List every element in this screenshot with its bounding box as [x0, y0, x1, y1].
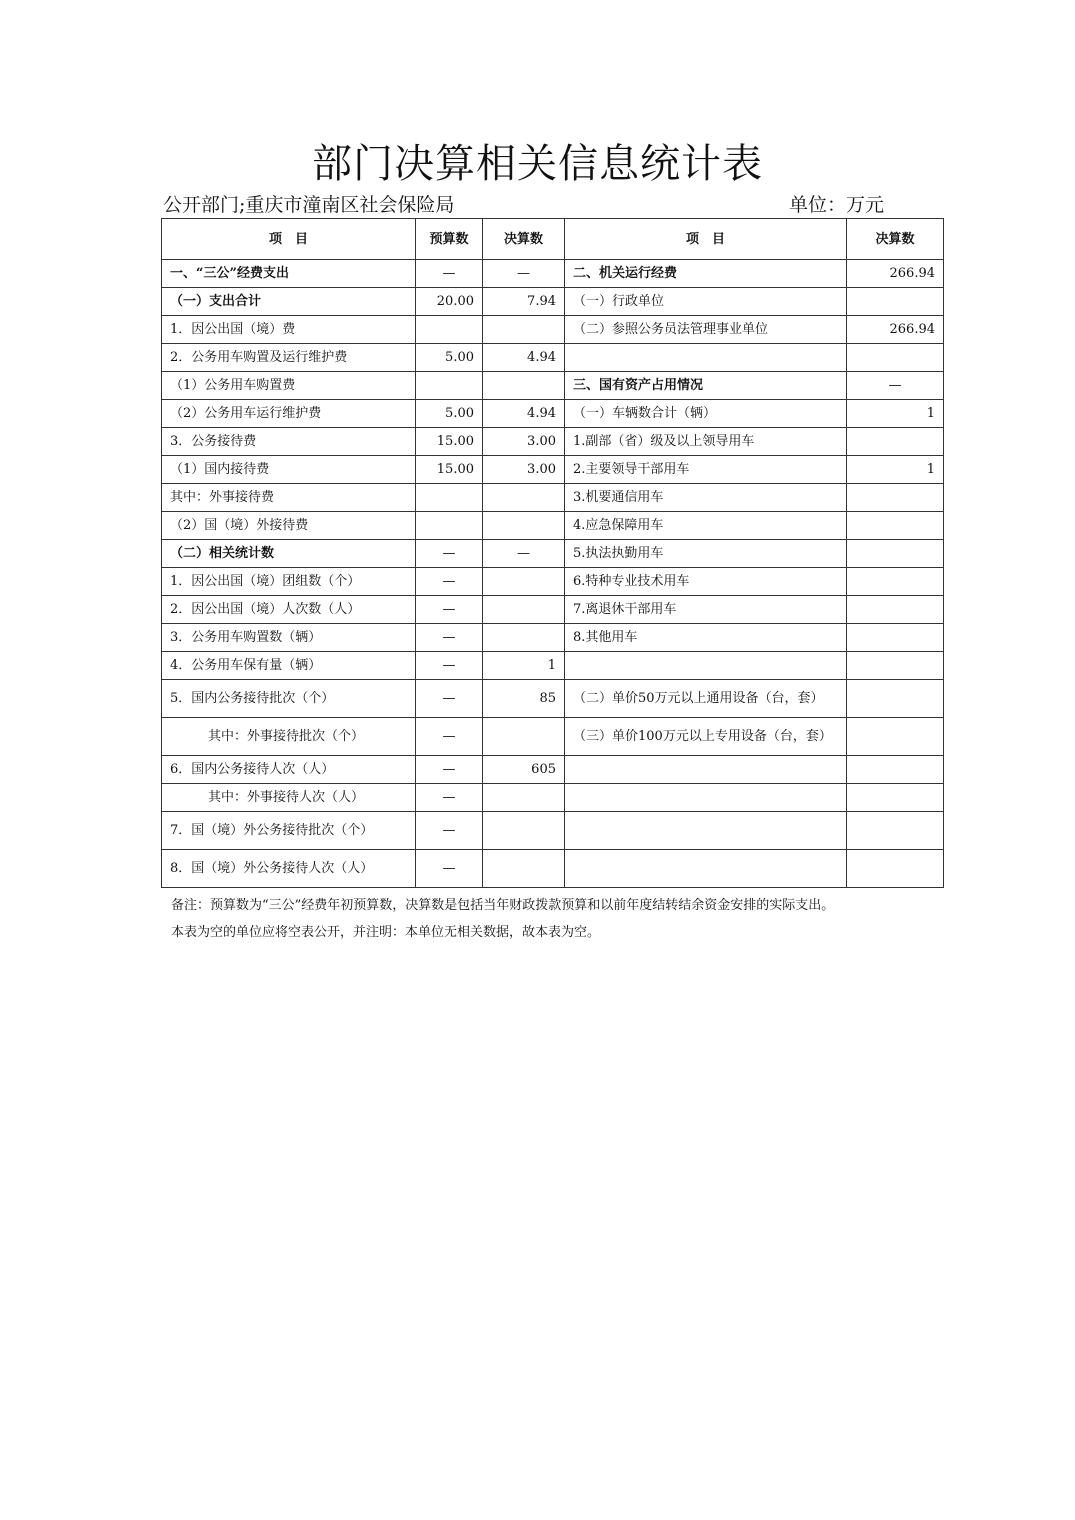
row-right-final: 1: [847, 456, 944, 484]
row-right-final: [847, 568, 944, 596]
row-right-item: 5.执法执勤用车: [565, 540, 847, 568]
table-row: [162, 680, 944, 718]
row-budget: —: [416, 718, 483, 756]
table-row: [162, 428, 944, 456]
row-item: 3．公务用车购置数（辆）: [162, 624, 416, 652]
row-final: 4.94: [483, 400, 565, 428]
row-right-item: （一）行政单位: [565, 288, 847, 316]
footnote-empty-table: 本表为空的单位应将空表公开，并注明：本单位无相关数据，故本表为空。: [171, 925, 601, 940]
row-right-final: [847, 344, 944, 372]
row-right-final: [847, 680, 944, 718]
table-row: [162, 784, 944, 812]
row-budget: —: [416, 596, 483, 624]
row-right-final: [847, 428, 944, 456]
row-budget: 5.00: [416, 344, 483, 372]
statistics-table: [161, 218, 944, 888]
row-right-final: [847, 624, 944, 652]
row-budget: —: [416, 784, 483, 812]
row-right-final: —: [847, 372, 944, 400]
row-right-item: 3.机要通信用车: [565, 484, 847, 512]
row-final: [483, 718, 565, 756]
row-item: 5．国内公务接待批次（个）: [162, 680, 416, 718]
row-right-final: 266.94: [847, 316, 944, 344]
row-final: 3.00: [483, 428, 565, 456]
row-right-item: [565, 812, 847, 850]
row-final: [483, 812, 565, 850]
row-right-final: [847, 484, 944, 512]
row-final: 85: [483, 680, 565, 718]
row-final: [483, 784, 565, 812]
row-right-item: 三、国有资产占用情况: [565, 372, 847, 400]
row-item: 4．公务用车保有量（辆）: [162, 652, 416, 680]
row-item: （1）公务用车购置费: [162, 372, 416, 400]
row-budget: —: [416, 756, 483, 784]
table-row: [162, 484, 944, 512]
department-label: 公开部门;重庆市潼南区社会保险局: [163, 194, 455, 216]
row-item: 2．因公出国（境）人次数（人）: [162, 596, 416, 624]
footnote-remark: 备注：预算数为“三公”经费年初预算数，决算数是包括当年财政拨款预算和以前年度结转结余资金安排的实际支出。: [171, 898, 835, 913]
row-right-final: [847, 756, 944, 784]
row-final: 605: [483, 756, 565, 784]
table-row: [162, 596, 944, 624]
table-row: [162, 756, 944, 784]
row-item: 8．国（境）外公务接待人次（人）: [162, 850, 416, 888]
table-row: [162, 260, 944, 288]
row-item: 3．公务接待费: [162, 428, 416, 456]
row-right-item: [565, 850, 847, 888]
row-right-item: 二、机关运行经费: [565, 260, 847, 288]
row-final: 4.94: [483, 344, 565, 372]
row-budget: —: [416, 624, 483, 652]
row-right-item: （三）单价100万元以上专用设备（台，套）: [565, 718, 847, 756]
row-final: 1: [483, 652, 565, 680]
row-budget: —: [416, 260, 483, 288]
row-right-final: [847, 652, 944, 680]
row-final: [483, 372, 565, 400]
row-item: 其中：外事接待批次（个）: [162, 718, 416, 756]
row-right-item: 7.离退休干部用车: [565, 596, 847, 624]
row-item: 2．公务用车购置及运行维护费: [162, 344, 416, 372]
row-budget: —: [416, 652, 483, 680]
table-header: [162, 219, 944, 260]
row-budget: —: [416, 850, 483, 888]
row-budget: —: [416, 680, 483, 718]
row-budget: —: [416, 812, 483, 850]
row-item: （2）公务用车运行维护费: [162, 400, 416, 428]
header-item-left: 项 目: [162, 219, 416, 260]
row-right-final: [847, 812, 944, 850]
table-row: [162, 512, 944, 540]
row-item: 其中：外事接待费: [162, 484, 416, 512]
row-right-final: 1: [847, 400, 944, 428]
row-budget: [416, 484, 483, 512]
row-right-item: [565, 344, 847, 372]
row-item: 其中：外事接待人次（人）: [162, 784, 416, 812]
row-item: （1）国内接待费: [162, 456, 416, 484]
row-right-item: 6.特种专业技术用车: [565, 568, 847, 596]
row-final: 3.00: [483, 456, 565, 484]
row-budget: 15.00: [416, 456, 483, 484]
row-budget: —: [416, 568, 483, 596]
row-right-final: [847, 540, 944, 568]
table-row: [162, 540, 944, 568]
table-row: [162, 344, 944, 372]
row-item: 7．国（境）外公务接待批次（个）: [162, 812, 416, 850]
table-row: [162, 624, 944, 652]
row-right-item: （一）车辆数合计（辆）: [565, 400, 847, 428]
row-right-final: [847, 596, 944, 624]
row-right-item: [565, 652, 847, 680]
table-row: [162, 652, 944, 680]
row-budget: [416, 316, 483, 344]
table-row: [162, 400, 944, 428]
row-budget: 5.00: [416, 400, 483, 428]
row-right-item: [565, 784, 847, 812]
row-final: [483, 316, 565, 344]
table-row: [162, 718, 944, 756]
row-right-item: （二）单价50万元以上通用设备（台，套）: [565, 680, 847, 718]
table-row: [162, 372, 944, 400]
table-row: [162, 812, 944, 850]
table-row: [162, 568, 944, 596]
row-item: 6．国内公务接待人次（人）: [162, 756, 416, 784]
row-final: [483, 596, 565, 624]
row-budget: [416, 512, 483, 540]
header-item-right: 项 目: [565, 219, 847, 260]
table-row: [162, 850, 944, 888]
header-budget: 预算数: [416, 219, 483, 260]
row-final: —: [483, 540, 565, 568]
row-right-final: [847, 718, 944, 756]
row-item: （二）相关统计数: [162, 540, 416, 568]
row-right-item: 2.主要领导干部用车: [565, 456, 847, 484]
row-right-final: [847, 850, 944, 888]
row-item: 一、“三公”经费支出: [162, 260, 416, 288]
row-right-item: 4.应急保障用车: [565, 512, 847, 540]
row-final: [483, 624, 565, 652]
row-right-final: [847, 784, 944, 812]
row-final: [483, 568, 565, 596]
row-right-item: 8.其他用车: [565, 624, 847, 652]
table-row: [162, 288, 944, 316]
row-right-final: [847, 512, 944, 540]
row-item: （2）国（境）外接待费: [162, 512, 416, 540]
row-budget: 15.00: [416, 428, 483, 456]
row-right-final: [847, 288, 944, 316]
page-title: 部门决算相关信息统计表: [312, 141, 763, 187]
row-final: 7.94: [483, 288, 565, 316]
header-final-right: 决算数: [847, 219, 944, 260]
row-final: [483, 484, 565, 512]
row-final: —: [483, 260, 565, 288]
row-item: 1．因公出国（境）团组数（个）: [162, 568, 416, 596]
table-row: [162, 316, 944, 344]
table-row: [162, 456, 944, 484]
header-final-left: 决算数: [483, 219, 565, 260]
row-right-item: （二）参照公务员法管理事业单位: [565, 316, 847, 344]
row-item: 1．因公出国（境）费: [162, 316, 416, 344]
row-budget: —: [416, 540, 483, 568]
row-item: （一）支出合计: [162, 288, 416, 316]
row-budget: [416, 372, 483, 400]
row-final: [483, 850, 565, 888]
row-right-final: 266.94: [847, 260, 944, 288]
unit-label: 单位：万元: [789, 194, 885, 216]
row-final: [483, 512, 565, 540]
row-right-item: 1.副部（省）级及以上领导用车: [565, 428, 847, 456]
row-budget: 20.00: [416, 288, 483, 316]
row-right-item: [565, 756, 847, 784]
